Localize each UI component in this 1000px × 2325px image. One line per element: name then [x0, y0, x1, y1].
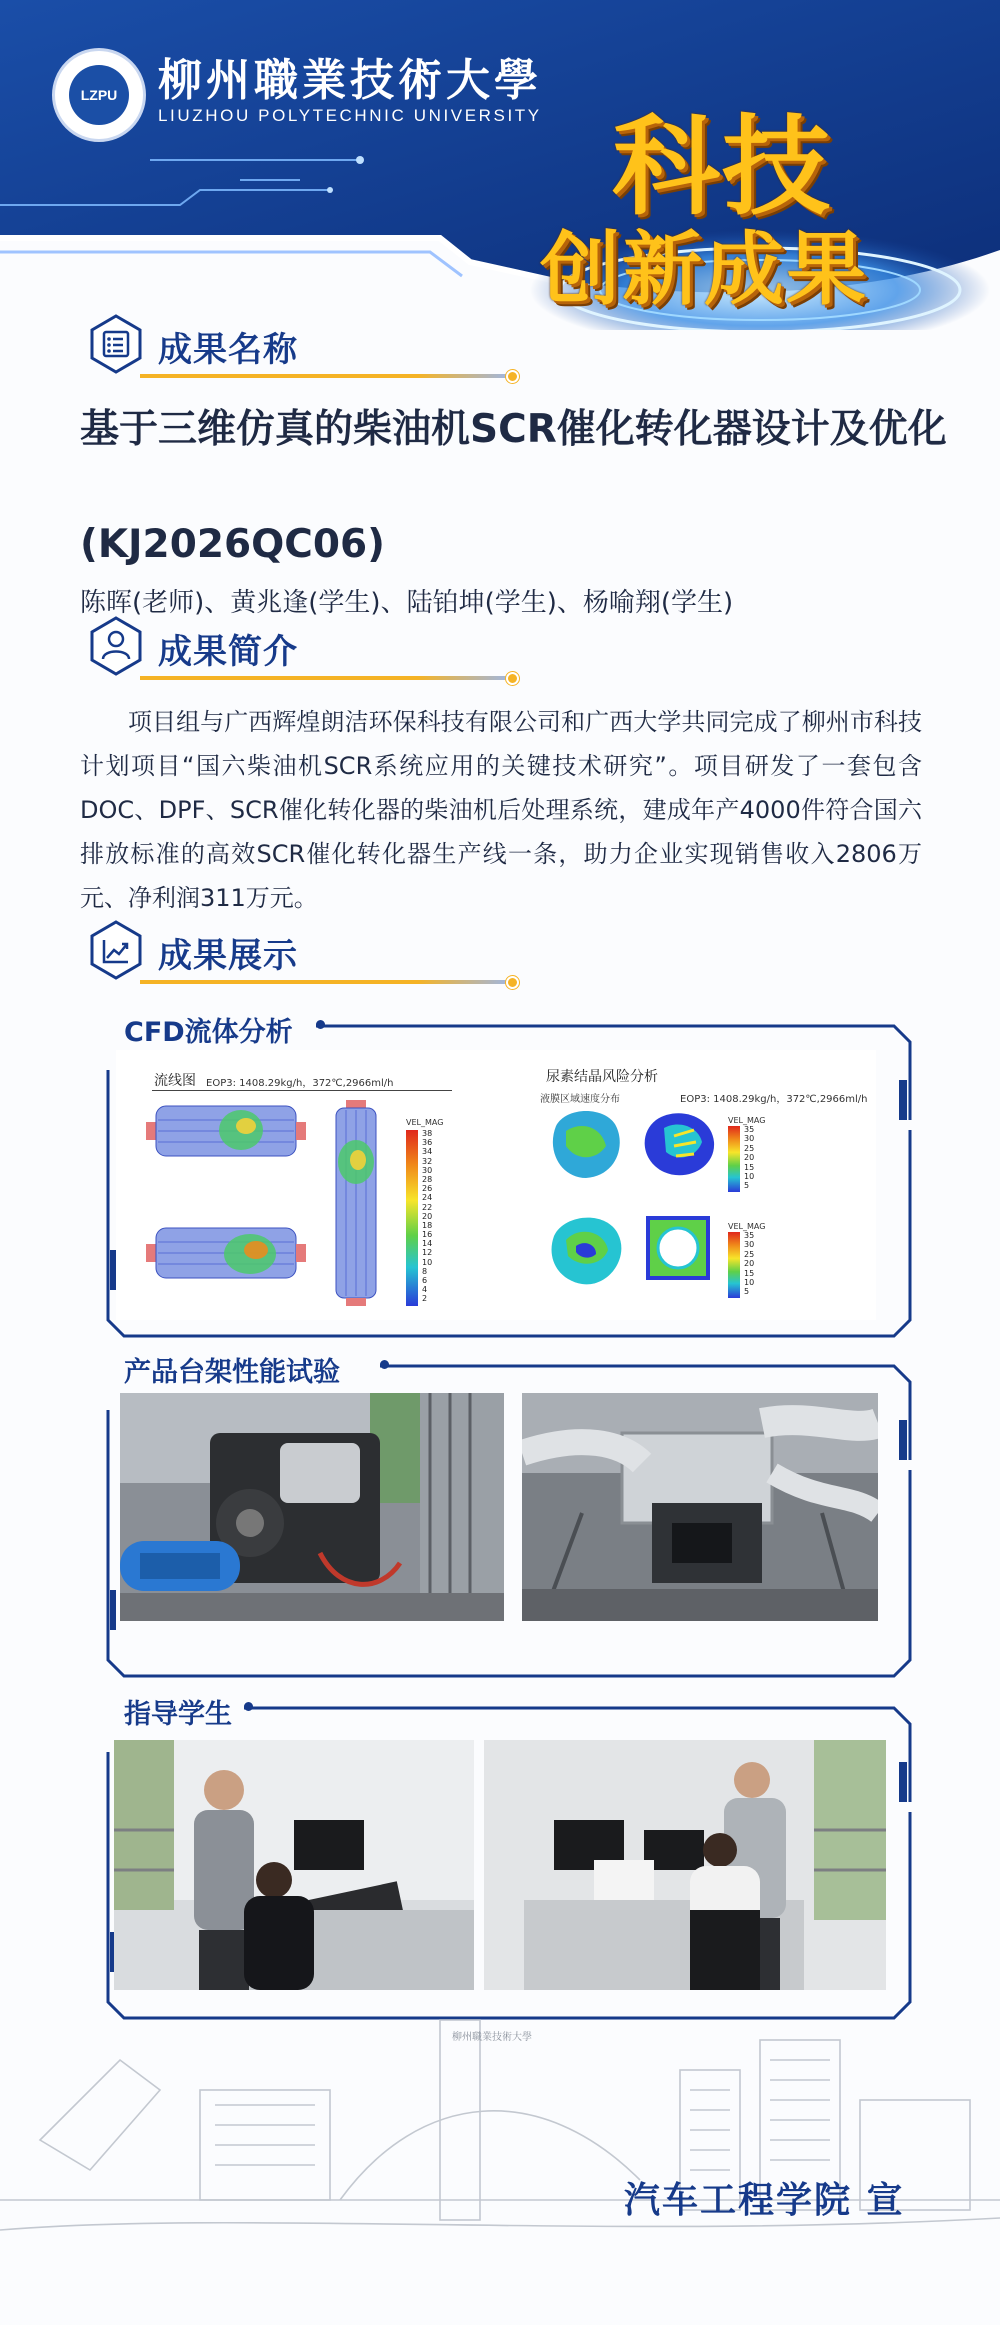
- panel-title: 指导学生: [116, 1692, 240, 1731]
- legend-tick: 30: [744, 1134, 755, 1144]
- legend-tick: 6: [422, 1276, 428, 1285]
- bench-photo-catalyst: [522, 1393, 878, 1621]
- panel-title-dot: [244, 1702, 253, 1711]
- legend-tick: 30: [744, 1240, 755, 1250]
- legend-tick: 2: [422, 1294, 428, 1304]
- legend-tick: 36: [422, 1138, 433, 1148]
- legend-tick: 20: [744, 1153, 755, 1163]
- campus-skyline: [0, 2000, 1000, 2325]
- achievement-title: 基于三维仿真的柴油机SCR催化转化器设计及优化: [80, 407, 947, 452]
- legend-bar-right-top: [728, 1126, 740, 1192]
- header-banner: [0, 0, 1000, 330]
- legend-tick: 20: [422, 1211, 433, 1221]
- legend-tick: 22: [422, 1202, 433, 1212]
- university-name-en: LIUZHOU POLYTECHNIC UNIVERSITY: [158, 106, 542, 125]
- section-title: 成果展示: [158, 936, 298, 976]
- cfd-figure: [116, 1050, 876, 1320]
- university-logo: [52, 48, 146, 142]
- cfd-left-label: 流线图: [154, 1073, 196, 1089]
- gate-inscription: 柳州職業技術大學: [452, 2032, 532, 2043]
- urea-risk-plots: [546, 1106, 726, 1306]
- legend-ticks-right-top: [744, 1125, 754, 1191]
- legend-tick: 35: [744, 1231, 755, 1240]
- legend-tick: 10: [744, 1171, 755, 1181]
- legend-tick: 30: [422, 1165, 433, 1175]
- logo-text: LZPU: [69, 65, 129, 125]
- legend-tick: 24: [422, 1193, 433, 1203]
- document-icon: [84, 312, 148, 376]
- cfd-right-condition: EOP3: 1408.29kg/h，372℃,2966ml/h: [680, 1094, 868, 1105]
- section-underline: [140, 374, 510, 378]
- section-title: 成果简介: [158, 632, 298, 672]
- legend-tick: 25: [744, 1249, 755, 1259]
- legend-name-right-top: VEL_MAG: [728, 1116, 766, 1125]
- person-icon: [84, 614, 148, 678]
- legend-name-right-bottom: VEL_MAG: [728, 1222, 766, 1231]
- legend-ticks-left: [422, 1129, 432, 1304]
- legend-tick: 32: [422, 1156, 433, 1166]
- cfd-left-condition: EOP3: 1408.29kg/h，372℃,2966ml/h: [206, 1078, 394, 1089]
- legend-ticks-right-bottom: [744, 1231, 754, 1297]
- legend-bar-left: [406, 1130, 418, 1306]
- intro-paragraph: 项目组与广西辉煌朗洁环保科技有限公司和广西大学共同完成了柳州市科技计划项目“国六柴油机SCR系统应用的关键技术研究”。项目研发了一套包含DOC、DPF、SCR催化转化器的柴油机后处理系统，建成年产4000件符合国六排放标准的高效SCR催化转化器生产线一条，助力企业实现销售收入2806万元、净利润311万元。: [80, 708, 922, 912]
- bench-photo-engine: [120, 1393, 504, 1621]
- section-underline: [140, 980, 510, 984]
- achievement-authors: 陈晖(老师)、黄兆逢(学生)、陆铂坤(学生)、杨喻翔(学生): [80, 588, 734, 618]
- department-footer: 汽车工程学院 宣: [624, 2180, 905, 2221]
- university-name-cn: 柳州職業技術大學: [158, 55, 542, 106]
- section-underline: [140, 676, 510, 680]
- students-photo-left: [114, 1740, 474, 1990]
- section-underline-dot: [506, 370, 519, 383]
- legend-tick: 10: [422, 1257, 433, 1267]
- cfd-left-rule: [152, 1090, 452, 1091]
- legend-tick: 15: [744, 1268, 755, 1278]
- cfd-right-label: 尿素结晶风险分析: [546, 1069, 658, 1085]
- panel-title-dot: [316, 1020, 325, 1029]
- legend-tick: 34: [422, 1147, 433, 1157]
- panel-title: 产品台架性能试验: [116, 1350, 348, 1389]
- section-title: 成果名称: [158, 330, 298, 370]
- legend-bar-right-bottom: [728, 1232, 740, 1298]
- legend-tick: 12: [422, 1248, 433, 1258]
- legend-tick: 35: [744, 1125, 755, 1134]
- legend-tick: 10: [744, 1277, 755, 1287]
- students-photo-right: [484, 1740, 886, 1990]
- legend-tick: 28: [422, 1174, 433, 1184]
- legend-tick: 25: [744, 1143, 755, 1153]
- slogan-line1: 科技: [612, 105, 833, 230]
- legend-tick: 14: [422, 1239, 433, 1249]
- streamline-plots: [146, 1100, 406, 1310]
- legend-tick: 26: [422, 1184, 433, 1194]
- legend-tick: 20: [744, 1259, 755, 1269]
- legend-tick: 18: [422, 1220, 433, 1230]
- legend-name-left: VEL_MAG: [406, 1118, 444, 1127]
- legend-tick: 16: [422, 1230, 433, 1240]
- chart-icon: [84, 918, 148, 982]
- section-underline-dot: [506, 672, 519, 685]
- legend-tick: 5: [744, 1181, 750, 1191]
- legend-tick: 5: [744, 1287, 750, 1297]
- section-underline-dot: [506, 976, 519, 989]
- legend-tick: 8: [422, 1266, 428, 1276]
- cfd-right-sub: 液膜区域速度分布: [540, 1094, 620, 1105]
- panel-title: CFD流体分析: [116, 1010, 301, 1049]
- legend-tick: 38: [422, 1129, 433, 1138]
- achievement-code: (KJ2026QC06): [80, 522, 385, 567]
- legend-tick: 4: [422, 1285, 428, 1295]
- slogan-line2: 创新成果: [540, 223, 868, 316]
- panel-title-dot: [380, 1360, 389, 1369]
- legend-tick: 15: [744, 1162, 755, 1172]
